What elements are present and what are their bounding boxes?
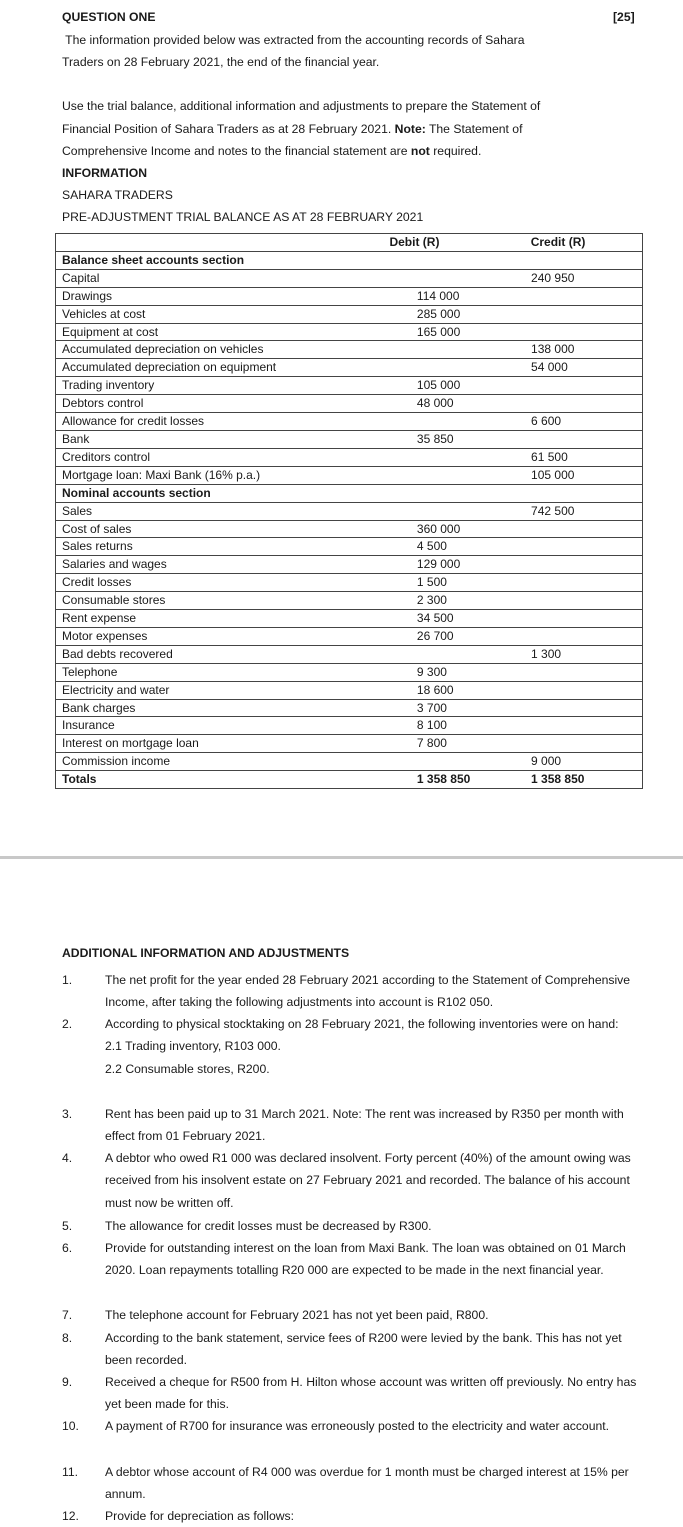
credit-cell: 6 600 <box>474 413 642 431</box>
credit-cell <box>474 681 642 699</box>
not-emphasis: not <box>410 144 430 158</box>
table-row <box>56 359 643 377</box>
debit-cell: 129 000 <box>355 556 474 574</box>
credit-cell <box>474 627 642 645</box>
item-number: 8. <box>62 1331 73 1345</box>
info-heading: INFORMATION <box>62 166 148 180</box>
instruction-line-2-text: Financial Position of Sahara Traders as at 28 February 2021. <box>62 122 392 136</box>
debit-cell <box>355 484 474 502</box>
debit-cell <box>355 413 474 431</box>
table-row <box>56 753 643 771</box>
row-label: Accumulated depreciation on vehicles <box>56 341 355 359</box>
table-row <box>56 717 643 735</box>
item-main-text: A debtor who owed R1 000 was declared insolvent. Forty percent (40%) of the amount owing was received from his insolvent estate on 27 February 2021 and recorded. The balance of his account must now be written off. <box>105 1151 631 1210</box>
debit-cell: 48 000 <box>355 395 474 413</box>
item-number: 6. <box>62 1241 73 1255</box>
item-text <box>105 969 650 1014</box>
debit-cell: 18 600 <box>355 681 474 699</box>
debit-cell: 7 800 <box>355 735 474 753</box>
debit-cell <box>355 251 474 269</box>
row-label: Totals <box>56 771 355 789</box>
intro-line-1: The information provided below was extracted from the accounting records of Sahara <box>62 33 525 47</box>
row-label: Interest on mortgage loan <box>56 735 355 753</box>
row-label: Creditors control <box>56 448 355 466</box>
credit-cell: 240 950 <box>474 269 642 287</box>
item-main-text: Provide for outstanding interest on the loan from Maxi Bank. The loan was obtained on 01 March 2020. Loan repayments totalling R20 000 are expected to be made in the next financial year. <box>105 1241 626 1278</box>
debit-cell: 2 300 <box>355 592 474 610</box>
table-row <box>56 681 643 699</box>
row-label: Equipment at cost <box>56 323 355 341</box>
table-row <box>56 377 643 395</box>
row-label: Electricity and water <box>56 681 355 699</box>
item-main-text: According to the bank statement, service fees of R200 were levied by the bank. This has not yet been recorded. <box>105 1331 622 1368</box>
item-number: 7. <box>62 1308 73 1322</box>
debit-cell: 34 500 <box>355 610 474 628</box>
debit-cell: 360 000 <box>355 520 474 538</box>
item-number: 1. <box>62 973 73 987</box>
instruction-line-3b: required. <box>429 144 482 158</box>
debit-cell <box>355 359 474 377</box>
debit-cell: 4 500 <box>355 538 474 556</box>
item-text <box>105 1461 650 1506</box>
table-row <box>56 287 643 305</box>
item-number: 2. <box>62 1017 73 1031</box>
item-text <box>105 1237 650 1282</box>
debit-header: Debit (R) <box>355 234 474 252</box>
debit-cell: 165 000 <box>355 323 474 341</box>
item-text <box>105 1415 650 1437</box>
credit-cell: 1 358 850 <box>474 771 642 789</box>
credit-cell: 105 000 <box>474 466 642 484</box>
debit-cell: 114 000 <box>355 287 474 305</box>
credit-cell: 1 300 <box>474 645 642 663</box>
item-main-text: The net profit for the year ended 28 February 2021 according to the Statement of Comprehensive Income, after taking the following adjustments into account is R102 050. <box>105 973 631 1010</box>
credit-cell <box>474 305 642 323</box>
table-row <box>56 448 643 466</box>
item-text <box>105 1327 650 1372</box>
section-divider <box>0 856 683 859</box>
row-label: Salaries and wages <box>56 556 355 574</box>
row-label: Sales returns <box>56 538 355 556</box>
item-number: 5. <box>62 1219 73 1233</box>
credit-cell <box>474 592 642 610</box>
credit-cell <box>474 430 642 448</box>
debit-cell: 105 000 <box>355 377 474 395</box>
debit-cell: 26 700 <box>355 627 474 645</box>
table-row <box>56 413 643 431</box>
table-row <box>56 610 643 628</box>
credit-header: Credit (R) <box>474 234 642 252</box>
row-label: Trading inventory <box>56 377 355 395</box>
table-row <box>56 502 643 520</box>
table-row <box>56 735 643 753</box>
table-row <box>56 556 643 574</box>
row-label: Bank <box>56 430 355 448</box>
instruction-line-2 <box>62 122 522 136</box>
credit-cell <box>474 556 642 574</box>
sub-item: 2.2 Consumable stores, R200. <box>105 1061 270 1076</box>
item-main-text: A debtor whose account of R4 000 was overdue for 1 month must be charged interest at 15% per annum. <box>105 1465 629 1502</box>
item-number: 10. <box>62 1419 79 1433</box>
item-text <box>105 1505 650 1527</box>
item-main-text: Provide for depreciation as follows: <box>105 1509 295 1523</box>
question-marks: [25] <box>613 10 635 24</box>
table-row <box>56 430 643 448</box>
table-row <box>56 484 643 502</box>
row-label: Motor expenses <box>56 627 355 645</box>
table-row <box>56 466 643 484</box>
item-text <box>105 1013 650 1080</box>
credit-cell <box>474 735 642 753</box>
row-label: Bad debts recovered <box>56 645 355 663</box>
item-main-text: Received a cheque for R500 from H. Hilton whose account was written off previously. No entry has yet been made for this. <box>105 1375 637 1412</box>
item-text <box>105 1215 650 1237</box>
debit-cell: 35 850 <box>355 430 474 448</box>
table-row <box>56 269 643 287</box>
credit-cell <box>474 287 642 305</box>
row-label: Rent expense <box>56 610 355 628</box>
trial-balance-table <box>55 233 643 789</box>
credit-cell <box>474 574 642 592</box>
item-main-text: According to physical stocktaking on 28 February 2021, the following inventories were on hand: <box>105 1017 619 1031</box>
item-text <box>105 1371 650 1416</box>
credit-cell <box>474 377 642 395</box>
credit-cell <box>474 484 642 502</box>
table-row <box>56 538 643 556</box>
table-row <box>56 574 643 592</box>
credit-cell <box>474 538 642 556</box>
credit-cell: 138 000 <box>474 341 642 359</box>
item-main-text: Rent has been paid up to 31 March 2021. Note: The rent was increased by R350 per month with effect from 01 February 2021. <box>105 1107 624 1144</box>
item-text <box>105 1147 650 1214</box>
instruction-line-3 <box>62 144 481 158</box>
row-label: Sales <box>56 502 355 520</box>
item-number: 4. <box>62 1151 73 1165</box>
credit-cell <box>474 699 642 717</box>
row-label: Capital <box>56 269 355 287</box>
table-row <box>56 699 643 717</box>
item-text <box>105 1304 650 1326</box>
debit-cell <box>355 448 474 466</box>
table-row <box>56 520 643 538</box>
row-label: Allowance for credit losses <box>56 413 355 431</box>
table-row <box>56 592 643 610</box>
debit-cell: 1 500 <box>355 574 474 592</box>
row-label: Nominal accounts section <box>56 484 355 502</box>
debit-cell <box>355 502 474 520</box>
debit-cell: 9 300 <box>355 663 474 681</box>
sub-item: 2.1 Trading inventory, R103 000. <box>105 1039 281 1054</box>
credit-cell <box>474 610 642 628</box>
credit-cell: 54 000 <box>474 359 642 377</box>
table-row <box>56 305 643 323</box>
credit-cell <box>474 323 642 341</box>
credit-cell <box>474 663 642 681</box>
table-header-row <box>56 234 643 252</box>
credit-cell <box>474 395 642 413</box>
row-label: Bank charges <box>56 699 355 717</box>
debit-cell <box>355 645 474 663</box>
instruction-line-1: Use the trial balance, additional information and adjustments to prepare the Statement of <box>62 99 541 113</box>
trial-balance-title: PRE-ADJUSTMENT TRIAL BALANCE AS AT 28 FEBRUARY 2021 <box>62 210 424 224</box>
intro-line-2: Traders on 28 February 2021, the end of the financial year. <box>62 55 380 69</box>
item-main-text: The telephone account for February 2021 has not yet been paid, R800. <box>105 1308 489 1322</box>
table-row <box>56 627 643 645</box>
table-row <box>56 663 643 681</box>
item-number: 11. <box>62 1465 79 1479</box>
header-blank <box>56 234 355 252</box>
item-number: 12. <box>62 1509 79 1523</box>
debit-cell <box>355 341 474 359</box>
row-label: Cost of sales <box>56 520 355 538</box>
row-label: Insurance <box>56 717 355 735</box>
row-label: Vehicles at cost <box>56 305 355 323</box>
item-number: 3. <box>62 1107 73 1121</box>
table-row <box>56 395 643 413</box>
table-row <box>56 323 643 341</box>
item-text <box>105 1103 650 1148</box>
credit-cell <box>474 520 642 538</box>
instruction-line-2-rest: The Statement of <box>425 122 523 136</box>
debit-cell <box>355 466 474 484</box>
credit-cell <box>474 251 642 269</box>
instruction-line-3a: Comprehensive Income and notes to the financial statement are <box>62 144 411 158</box>
row-label: Mortgage loan: Maxi Bank (16% p.a.) <box>56 466 355 484</box>
credit-cell: 9 000 <box>474 753 642 771</box>
row-label: Accumulated depreciation on equipment <box>56 359 355 377</box>
table-row <box>56 771 643 789</box>
debit-cell: 3 700 <box>355 699 474 717</box>
adjustments-heading: ADDITIONAL INFORMATION AND ADJUSTMENTS <box>62 946 350 960</box>
question-title: QUESTION ONE <box>62 10 156 24</box>
debit-cell: 8 100 <box>355 717 474 735</box>
note-label: Note: <box>394 122 426 136</box>
row-label: Telephone <box>56 663 355 681</box>
item-main-text: A payment of R700 for insurance was erroneously posted to the electricity and water account. <box>105 1419 610 1433</box>
row-label: Balance sheet accounts section <box>56 251 355 269</box>
row-label: Consumable stores <box>56 592 355 610</box>
row-label: Debtors control <box>56 395 355 413</box>
table-row <box>56 645 643 663</box>
table-row <box>56 341 643 359</box>
credit-cell: 61 500 <box>474 448 642 466</box>
debit-cell <box>355 753 474 771</box>
debit-cell: 285 000 <box>355 305 474 323</box>
table-row <box>56 251 643 269</box>
credit-cell <box>474 717 642 735</box>
item-main-text: The allowance for credit losses must be decreased by R300. <box>105 1219 432 1233</box>
debit-cell: 1 358 850 <box>355 771 474 789</box>
credit-cell: 742 500 <box>474 502 642 520</box>
row-label: Commission income <box>56 753 355 771</box>
debit-cell <box>355 269 474 287</box>
company-name: SAHARA TRADERS <box>62 188 173 202</box>
item-number: 9. <box>62 1375 73 1389</box>
row-label: Drawings <box>56 287 355 305</box>
row-label: Credit losses <box>56 574 355 592</box>
